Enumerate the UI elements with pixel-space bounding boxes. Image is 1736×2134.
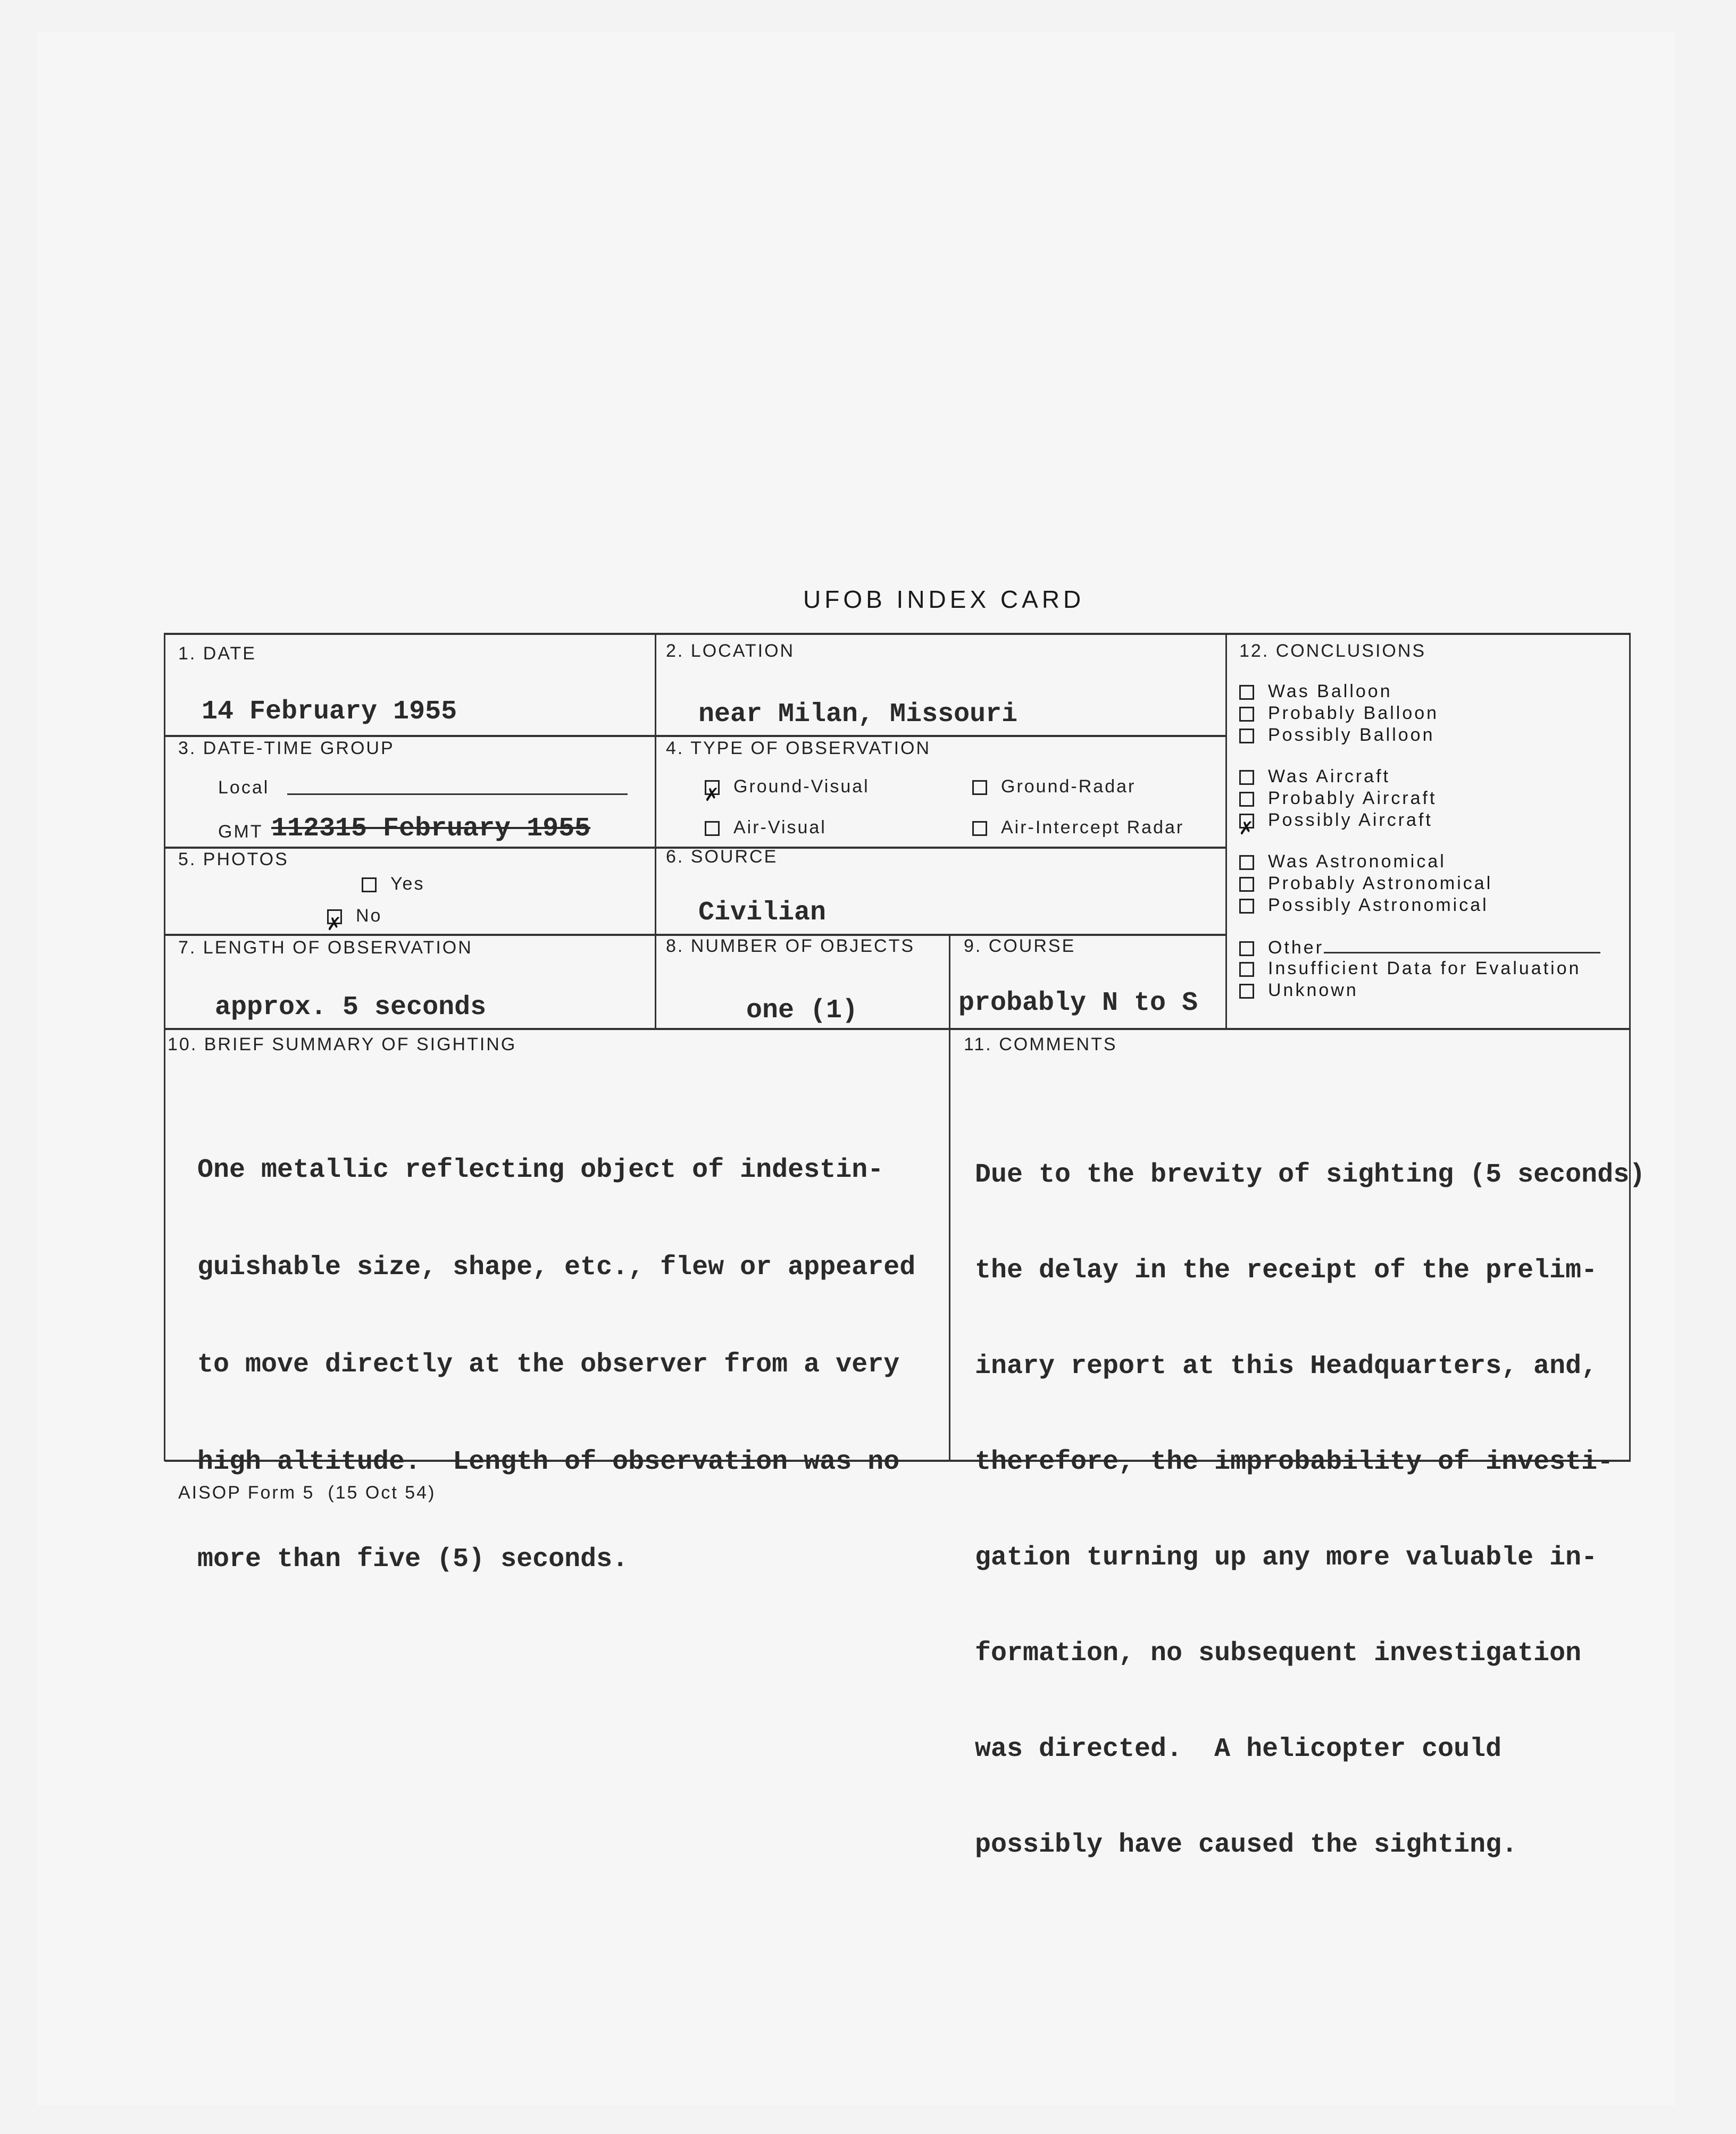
type-label: 4. TYPE OF OBSERVATION xyxy=(666,738,931,758)
type-air-visual[interactable] xyxy=(705,817,827,838)
conclusion-possibly-astronomical[interactable] xyxy=(1239,894,1600,916)
type-ground-radar[interactable] xyxy=(972,776,1136,797)
local-label: Local xyxy=(218,777,270,798)
length-label: 7. LENGTH OF OBSERVATION xyxy=(178,938,473,958)
comments-text xyxy=(975,1095,1645,1893)
row-divider xyxy=(165,1028,1631,1030)
checkbox[interactable] xyxy=(1239,899,1254,914)
checkbox[interactable] xyxy=(1239,855,1254,870)
conclusions-label: 12. CONCLUSIONS xyxy=(1239,641,1426,661)
conclusion-was-balloon[interactable] xyxy=(1239,681,1600,702)
checkbox[interactable] xyxy=(972,821,987,836)
summary-line: One metallic reflecting object of indestin- xyxy=(197,1155,884,1185)
conclusion-probably-balloon[interactable] xyxy=(1239,702,1600,724)
conclusion-other[interactable] xyxy=(1239,936,1600,958)
option-label: Was Aircraft xyxy=(1268,766,1390,786)
checkbox[interactable] xyxy=(1239,685,1254,700)
conclusion-insufficient-data[interactable] xyxy=(1239,958,1600,980)
checkbox[interactable] xyxy=(705,821,720,836)
gmt-value: 112315 February 1955 xyxy=(271,814,591,844)
number-value: one (1) xyxy=(746,995,858,1026)
photos-yes[interactable] xyxy=(362,874,424,894)
option-label: Probably Balloon xyxy=(1268,703,1439,723)
option-label: Probably Aircraft xyxy=(1268,788,1437,808)
card-left-border xyxy=(164,633,165,1461)
summary-line: to move directly at the observer from a very xyxy=(197,1350,900,1380)
source-label: 6. SOURCE xyxy=(666,847,778,867)
conclusion-probably-astronomical[interactable] xyxy=(1239,873,1600,894)
comments-line: Due to the brevity of sighting (5 seconds) xyxy=(975,1160,1646,1190)
conclusion-probably-aircraft[interactable] xyxy=(1239,788,1600,809)
option-label: No xyxy=(356,906,382,926)
checkbox[interactable] xyxy=(1239,770,1254,785)
comments-line: gation turning up any more valuable in- xyxy=(975,1543,1598,1573)
option-label: Yes xyxy=(390,874,425,894)
option-label: Possibly Balloon xyxy=(1268,725,1435,745)
length-value: approx. 5 seconds xyxy=(215,992,487,1023)
dtg-label: 3. DATE-TIME GROUP xyxy=(178,738,395,758)
conclusion-was-astronomical[interactable] xyxy=(1239,851,1600,873)
checkbox[interactable] xyxy=(1239,814,1254,829)
source-value: Civilian xyxy=(698,898,827,928)
checkbox[interactable] xyxy=(1239,941,1254,956)
comments-line: possibly have caused the sighting. xyxy=(975,1830,1518,1860)
comments-line: was directed. A helicopter could xyxy=(975,1734,1502,1764)
course-value: probably N to S xyxy=(958,988,1198,1018)
checkbox[interactable] xyxy=(1239,792,1254,807)
comments-line: the delay in the receipt of the prelim- xyxy=(975,1256,1598,1286)
conclusion-possibly-balloon[interactable] xyxy=(1239,724,1600,746)
option-label: Other xyxy=(1268,938,1324,958)
date-label: 1. DATE xyxy=(178,643,256,664)
option-label: Possibly Aircraft xyxy=(1268,810,1433,830)
type-ground-visual[interactable] xyxy=(705,776,870,797)
comments-line: inary report at this Headquarters, and, xyxy=(975,1351,1598,1382)
option-label: Probably Astronomical xyxy=(1268,873,1493,893)
summary-line: high altitude. Length of observation was no xyxy=(197,1447,900,1477)
date-value: 14 February 1955 xyxy=(202,697,457,727)
location-label: 2. LOCATION xyxy=(666,641,795,661)
checkbox[interactable] xyxy=(972,780,987,795)
conclusion-possibly-aircraft[interactable] xyxy=(1239,809,1600,831)
comments-line: formation, no subsequent investigation xyxy=(975,1638,1582,1669)
option-label: Was Balloon xyxy=(1268,681,1392,701)
course-label: 9. COURSE xyxy=(964,936,1076,956)
checkbox[interactable] xyxy=(705,780,720,795)
summary-label: 10. BRIEF SUMMARY OF SIGHTING xyxy=(168,1034,517,1055)
checkbox[interactable] xyxy=(1239,877,1254,892)
card-title: UFOB INDEX CARD xyxy=(803,585,1085,613)
col-divider xyxy=(655,633,656,1028)
gmt-label: GMT xyxy=(218,822,263,842)
checkbox[interactable] xyxy=(362,877,377,892)
checkbox[interactable] xyxy=(1239,729,1254,743)
other-line[interactable] xyxy=(1324,936,1600,953)
local-line xyxy=(287,793,628,795)
option-label: Possibly Astronomical xyxy=(1268,895,1489,915)
photos-label: 5. PHOTOS xyxy=(178,849,289,869)
col-divider xyxy=(949,934,950,1460)
type-air-intercept-radar[interactable] xyxy=(972,817,1184,838)
conclusion-unknown[interactable] xyxy=(1239,980,1600,1001)
conclusion-was-aircraft[interactable] xyxy=(1239,766,1600,788)
row-divider xyxy=(165,735,1225,737)
summary-line: guishable size, shape, etc., flew or appeared xyxy=(197,1252,916,1283)
option-label: Ground-Visual xyxy=(733,776,870,797)
comments-line: therefore, the improbability of investi- xyxy=(975,1447,1614,1477)
checkbox[interactable] xyxy=(1239,984,1254,999)
card-top-border xyxy=(165,633,1631,635)
option-label: Was Astronomical xyxy=(1268,851,1446,872)
summary-line: more than five (5) seconds. xyxy=(197,1544,629,1575)
photos-no[interactable] xyxy=(327,906,382,926)
col-divider xyxy=(1225,633,1227,1028)
checkbox[interactable] xyxy=(1239,707,1254,722)
checkbox[interactable] xyxy=(1239,962,1254,977)
conclusions-list xyxy=(1239,681,1600,1001)
summary-text xyxy=(197,1089,915,1608)
comments-label: 11. COMMENTS xyxy=(964,1034,1117,1055)
option-label: Ground-Radar xyxy=(1001,776,1136,797)
option-label: Air-Intercept Radar xyxy=(1001,817,1184,838)
option-label: Insufficient Data for Evaluation xyxy=(1268,958,1581,978)
form-footer: AISOP Form 5 (15 Oct 54) xyxy=(178,1483,436,1503)
option-label: Unknown xyxy=(1268,980,1358,1000)
location-value: near Milan, Missouri xyxy=(698,699,1018,730)
option-label: Air-Visual xyxy=(733,817,827,838)
checkbox[interactable] xyxy=(327,909,342,924)
number-label: 8. NUMBER OF OBJECTS xyxy=(666,936,915,956)
